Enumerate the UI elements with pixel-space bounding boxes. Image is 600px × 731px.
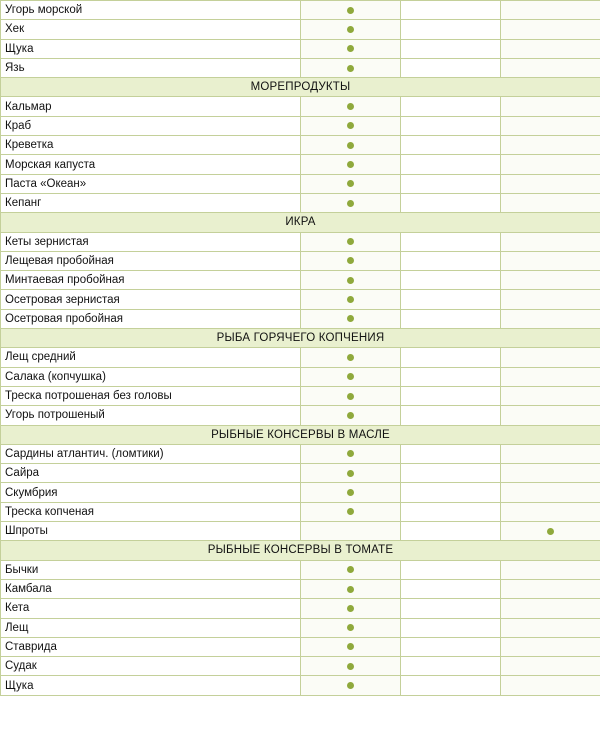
bullet-dot-icon [347,26,354,33]
mark-cell-col-2 [401,348,501,367]
table-row [1,97,600,116]
table-row [1,309,600,328]
bullet-dot-icon [347,663,354,670]
product-name: Краб [1,116,301,135]
mark-cell-col-1 [301,522,401,541]
table-row [1,348,600,367]
mark-cell-col-3 [501,522,600,541]
bullet-dot-icon [347,412,354,419]
product-name: Треска копченая [1,502,301,521]
bullet-dot-icon [347,566,354,573]
bullet-dot-icon [347,450,354,457]
mark-cell-col-3 [501,444,600,463]
mark-cell-col-1 [301,367,401,386]
mark-cell-col-1 [301,618,401,637]
mark-cell-col-1 [301,155,401,174]
mark-cell-col-3 [501,599,600,618]
mark-cell-col-2 [401,444,501,463]
bullet-dot-icon [347,161,354,168]
mark-cell-col-1 [301,676,401,695]
product-name: Салака (копчушка) [1,367,301,386]
table-row [1,522,600,541]
product-name: Осетровая пробойная [1,309,301,328]
mark-cell-col-2 [401,599,501,618]
mark-cell-col-2 [401,39,501,58]
table-row [1,483,600,502]
bullet-dot-icon [347,489,354,496]
mark-cell-col-3 [501,39,600,58]
mark-cell-col-1 [301,251,401,270]
mark-cell-col-1 [301,386,401,405]
mark-cell-col-1 [301,290,401,309]
mark-cell-col-2 [401,502,501,521]
mark-cell-col-2 [401,309,501,328]
mark-cell-col-2 [401,637,501,656]
product-name: Ставрида [1,637,301,656]
section-title: РЫБНЫЕ КОНСЕРВЫ В ТОМАТЕ [1,541,600,560]
product-name: Креветка [1,136,301,155]
mark-cell-col-2 [401,483,501,502]
table-row [1,58,600,77]
table-row [1,579,600,598]
section-header-row [1,541,600,560]
bullet-dot-icon [347,122,354,129]
section-header-row [1,329,600,348]
mark-cell-col-3 [501,406,600,425]
mark-cell-col-3 [501,155,600,174]
table-row [1,444,600,463]
bullet-dot-icon [347,277,354,284]
bullet-dot-icon [347,142,354,149]
product-name: Угорь потрошеный [1,406,301,425]
mark-cell-col-2 [401,232,501,251]
mark-cell-col-2 [401,290,501,309]
product-name: Лещ средний [1,348,301,367]
bullet-dot-icon [347,354,354,361]
mark-cell-col-3 [501,367,600,386]
mark-cell-col-1 [301,97,401,116]
mark-cell-col-2 [401,522,501,541]
mark-cell-col-1 [301,444,401,463]
table-row [1,637,600,656]
mark-cell-col-3 [501,136,600,155]
mark-cell-col-3 [501,657,600,676]
bullet-dot-icon [347,200,354,207]
bullet-dot-icon [347,682,354,689]
mark-cell-col-1 [301,20,401,39]
mark-cell-col-1 [301,271,401,290]
mark-cell-col-1 [301,657,401,676]
mark-cell-col-1 [301,502,401,521]
bullet-dot-icon [347,393,354,400]
mark-cell-col-1 [301,406,401,425]
table-row [1,599,600,618]
mark-cell-col-3 [501,116,600,135]
mark-cell-col-2 [401,618,501,637]
mark-cell-col-1 [301,348,401,367]
product-name: Угорь морской [1,1,301,20]
product-name: Щука [1,676,301,695]
table-row [1,1,600,20]
mark-cell-col-2 [401,174,501,193]
mark-cell-col-1 [301,116,401,135]
mark-cell-col-1 [301,174,401,193]
mark-cell-col-1 [301,39,401,58]
section-header-row [1,213,600,232]
mark-cell-col-1 [301,579,401,598]
mark-cell-col-2 [401,464,501,483]
bullet-dot-icon [547,528,554,535]
mark-cell-col-1 [301,58,401,77]
table-row [1,657,600,676]
bullet-dot-icon [347,45,354,52]
mark-cell-col-1 [301,637,401,656]
product-name: Кепанг [1,193,301,212]
mark-cell-col-3 [501,560,600,579]
product-name: Щука [1,39,301,58]
mark-cell-col-3 [501,637,600,656]
mark-cell-col-2 [401,657,501,676]
mark-cell-col-2 [401,386,501,405]
table-row [1,290,600,309]
table-row [1,464,600,483]
product-name: Шпроты [1,522,301,541]
bullet-dot-icon [347,296,354,303]
bullet-dot-icon [347,103,354,110]
mark-cell-col-2 [401,560,501,579]
bullet-dot-icon [347,180,354,187]
section-title: РЫБНЫЕ КОНСЕРВЫ В МАСЛЕ [1,425,600,444]
mark-cell-col-3 [501,386,600,405]
mark-cell-col-3 [501,20,600,39]
food-table-body [1,1,600,696]
mark-cell-col-2 [401,97,501,116]
mark-cell-col-2 [401,155,501,174]
table-row [1,193,600,212]
mark-cell-col-2 [401,58,501,77]
mark-cell-col-3 [501,483,600,502]
product-name: Паста «Океан» [1,174,301,193]
table-row [1,618,600,637]
section-header-row [1,425,600,444]
table-row [1,271,600,290]
table-row [1,174,600,193]
bullet-dot-icon [347,7,354,14]
mark-cell-col-3 [501,309,600,328]
mark-cell-col-3 [501,579,600,598]
mark-cell-col-1 [301,193,401,212]
mark-cell-col-2 [401,367,501,386]
bullet-dot-icon [347,586,354,593]
mark-cell-col-2 [401,579,501,598]
mark-cell-col-3 [501,290,600,309]
bullet-dot-icon [347,470,354,477]
table-row [1,116,600,135]
product-name: Треска потрошеная без головы [1,386,301,405]
section-title: РЫБА ГОРЯЧЕГО КОПЧЕНИЯ [1,329,600,348]
bullet-dot-icon [347,65,354,72]
mark-cell-col-3 [501,676,600,695]
product-name: Судак [1,657,301,676]
product-name: Кальмар [1,97,301,116]
mark-cell-col-2 [401,676,501,695]
bullet-dot-icon [347,373,354,380]
product-name: Кета [1,599,301,618]
bullet-dot-icon [347,624,354,631]
mark-cell-col-2 [401,116,501,135]
product-name: Кеты зернистая [1,232,301,251]
table-row [1,232,600,251]
mark-cell-col-2 [401,193,501,212]
table-row [1,386,600,405]
mark-cell-col-3 [501,232,600,251]
mark-cell-col-3 [501,193,600,212]
mark-cell-col-1 [301,136,401,155]
product-name: Сайра [1,464,301,483]
section-title: МОРЕПРОДУКТЫ [1,78,600,97]
bullet-dot-icon [347,508,354,515]
mark-cell-col-3 [501,464,600,483]
product-name: Лещ [1,618,301,637]
bullet-dot-icon [347,605,354,612]
product-name: Бычки [1,560,301,579]
mark-cell-col-2 [401,406,501,425]
table-row [1,560,600,579]
mark-cell-col-1 [301,232,401,251]
table-row [1,251,600,270]
bullet-dot-icon [347,257,354,264]
mark-cell-col-2 [401,20,501,39]
table-row [1,367,600,386]
bullet-dot-icon [347,315,354,322]
mark-cell-col-3 [501,348,600,367]
mark-cell-col-2 [401,251,501,270]
product-name: Лещевая пробойная [1,251,301,270]
product-name: Минтаевая пробойная [1,271,301,290]
table-row [1,39,600,58]
product-name: Хек [1,20,301,39]
mark-cell-col-2 [401,136,501,155]
mark-cell-col-1 [301,483,401,502]
section-header-row [1,78,600,97]
table-row [1,20,600,39]
table-row [1,502,600,521]
mark-cell-col-1 [301,464,401,483]
table-row [1,676,600,695]
product-name: Язь [1,58,301,77]
product-name: Осетровая зернистая [1,290,301,309]
mark-cell-col-1 [301,560,401,579]
mark-cell-col-2 [401,271,501,290]
section-title: ИКРА [1,213,600,232]
mark-cell-col-3 [501,618,600,637]
table-row [1,155,600,174]
bullet-dot-icon [347,643,354,650]
mark-cell-col-3 [501,1,600,20]
mark-cell-col-2 [401,1,501,20]
product-name: Морская капуста [1,155,301,174]
mark-cell-col-1 [301,309,401,328]
mark-cell-col-3 [501,251,600,270]
table-row [1,136,600,155]
mark-cell-col-1 [301,1,401,20]
mark-cell-col-3 [501,97,600,116]
mark-cell-col-3 [501,58,600,77]
product-name: Сардины атлантич. (ломтики) [1,444,301,463]
product-name: Камбала [1,579,301,598]
mark-cell-col-3 [501,502,600,521]
table-row [1,406,600,425]
mark-cell-col-3 [501,174,600,193]
mark-cell-col-1 [301,599,401,618]
mark-cell-col-3 [501,271,600,290]
bullet-dot-icon [347,238,354,245]
product-name: Скумбрия [1,483,301,502]
